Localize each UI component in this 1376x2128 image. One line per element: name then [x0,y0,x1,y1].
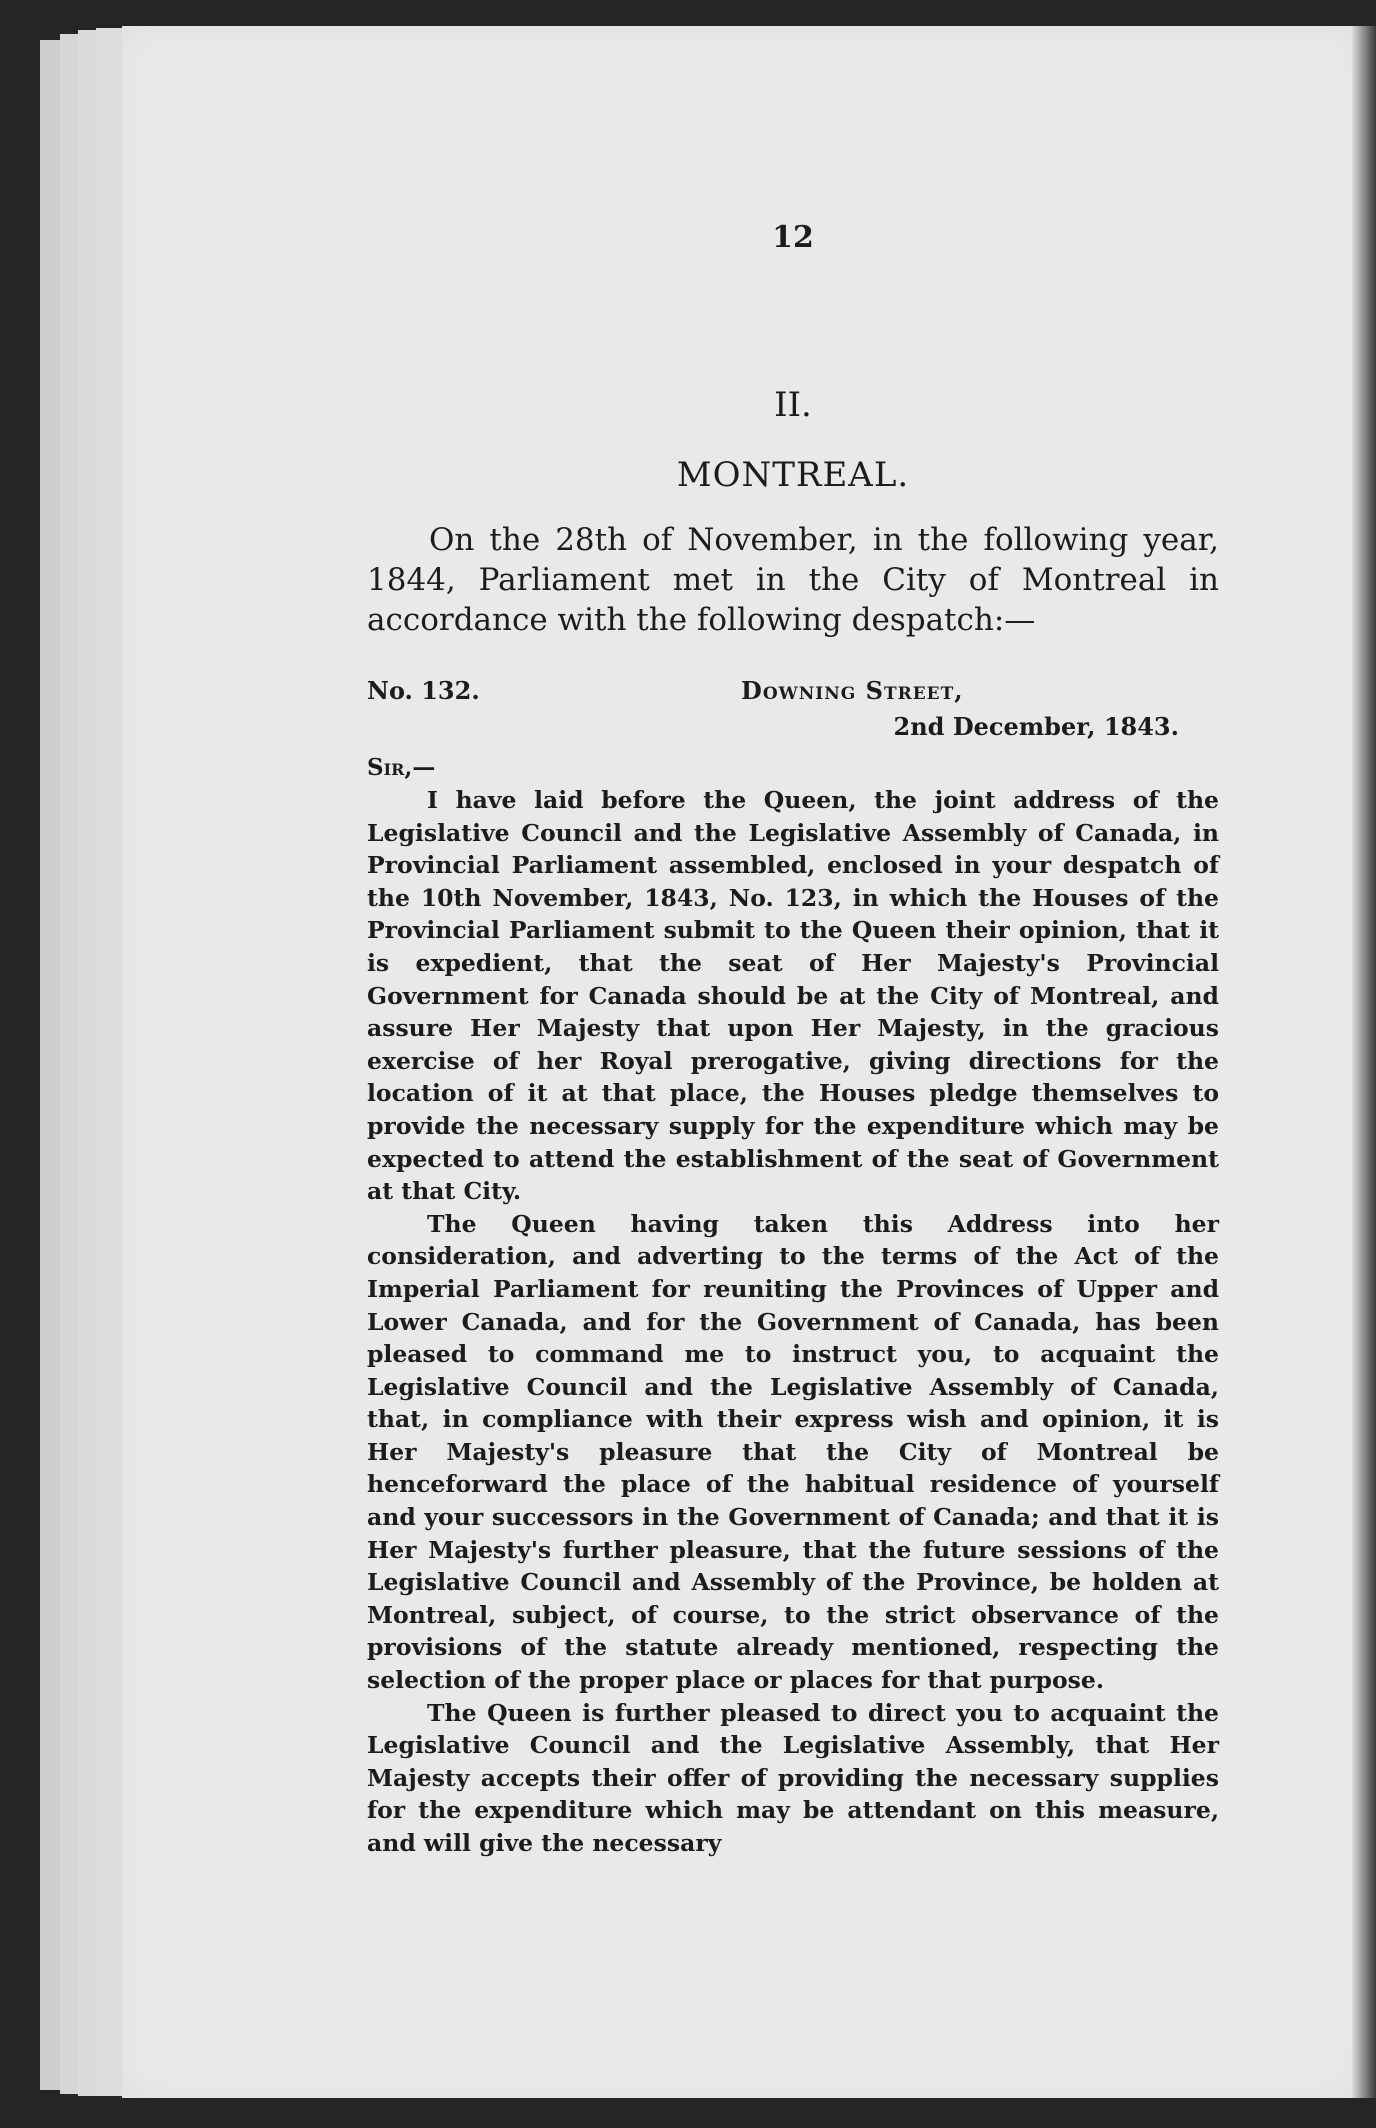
letter-paragraph: I have laid before the Queen, the joint address of the Legislative Council and the Legislative Assembly of Canada, in Provincial Parliament assembled, enclosed in your despatch of the 10th November, 1843, No. 123, in which the Houses of the Provincial Parliament submit to the Queen their opinion, that it is expedient, that the seat of Her Majesty's Provincial Government for Canada should be at the City of Montreal, and assure Her Majesty that upon Her Majesty, in the gracious exercise of her Royal prerogative, giving directions for the location of it at that place, the Houses pledge themselves to provide the necessary supply for the expenditure which may be expected to attend the establishment of the seat of Government at that City. [367,786,1219,1206]
letter-paragraph: The Queen having taken this Address into her consideration, and adverting to the terms of the Act of the Imperial Parliament for reuniting the Provinces of Upper and Lower Canada, and for the Government of Canada, has been pleased to command me to instruct you, to acquaint the Legislative Council and the Legislative Assembly of Canada, that, in compliance with their express wish and opinion, it is Her Majesty's pleasure that the City of Montreal be henceforward the place of the habitual residence of yourself and your successors in the Government of Canada; and that it is Her Majesty's further pleasure, that the future sessions of the Legislative Council and Assembly of the Province, be holden at Montreal, subject, of course, to the strict observance of the provisions of the statute already mentioned, respecting the selection of the proper place or places for that purpose. [367,1209,1219,1695]
page-right-edge [1352,26,1376,2098]
intro-text: On the 28th of November, in the following year, 1844, Parliament met in the City of Montreal in accordance with the following despatch:— [367,522,1219,638]
letter-place: Downing Street, [741,676,964,705]
section-title: MONTREAL. [676,455,910,495]
letter-date: 2nd December, 1843. [893,712,1179,741]
section-number: II. [774,385,812,425]
intro-paragraph [367,520,1219,640]
letter-body [367,784,1219,1860]
letter-paragraph: The Queen is further pleased to direct you to acquaint the Legislative Council and the Legislative Assembly, that Her Majesty accepts their offer of providing the necessary supplies for the expenditure which may be attendant on this measure, and will give the necessary [367,1698,1219,1857]
letter-salutation: Sir,— [367,754,436,781]
letter-number: No. 132. [367,676,480,705]
page-number: 12 [772,220,814,255]
